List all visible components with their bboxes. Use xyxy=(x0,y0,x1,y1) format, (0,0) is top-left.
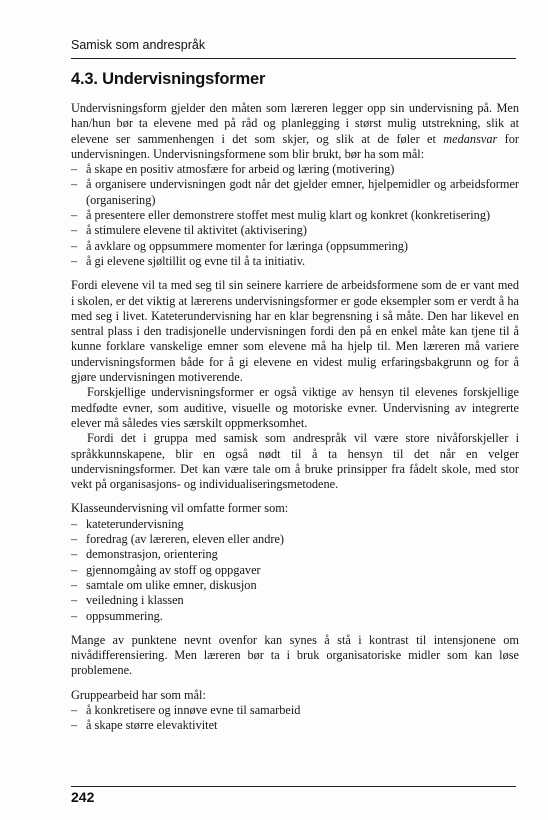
goals-list xyxy=(71,162,519,269)
list-item: – å stimulere elevene til aktivitet (aktivisering) xyxy=(71,223,519,238)
list-item: – kateterundervisning xyxy=(71,517,519,532)
paragraph: Forskjellige undervisningsformer er også viktige av hensyn til elevenes forskjellige medfødte evner, som auditive, visuelle og motoriske evner. Undervisning av integrerte elever må således vies særskilt oppmerksomhet. xyxy=(71,385,519,430)
paragraph: Fordi det i gruppa med samisk som andrespråk vil være store nivåforskjeller i språkkunnskapene, blir en også nødt til å ta hensyn til det når en velger undervisningsformer. Det kan være tale om å bruke prinsipper fra fådelt skole, med stor vekt på organisasjons- og individualiseringsmetodene. xyxy=(71,431,519,492)
intro-text-start: Undervisningsform gjelder den måten som læreren legger opp sin undervisning på. Men han/hun bør ta elevene med på råd og planlegging i størst mulig utstrekning, slik at elevene ser sammenhengen i det som skjer, og slik at de føler et xyxy=(71,101,519,146)
list-item: – å organisere undervisningen godt når det gjelder emner, hjelpemidler og arbeidsformer (organisering) xyxy=(71,177,519,208)
list-item: – å skape større elevaktivitet xyxy=(71,718,519,733)
list-item: – å konkretisere og innøve evne til samarbeid xyxy=(71,703,519,718)
group-work-list xyxy=(71,703,519,734)
list-item: – foredrag (av læreren, eleven eller andre) xyxy=(71,532,519,547)
group-work-intro: Gruppearbeid har som mål: xyxy=(71,687,206,702)
paragraph: Mange av punktene nevnt ovenfor kan synes å stå i kontrast til intensjonene om nivådifferensiering. Men læreren bør ta i bruk organisatoriske midler som kan løse problemene. xyxy=(71,632,519,678)
list-item: – å presentere eller demonstrere stoffet mest mulig klart og konkret (konkretisering) xyxy=(71,208,519,223)
page-number: 242 xyxy=(71,789,95,805)
list-item: – å gi elevene sjøltillit og evne til å ta initiativ. xyxy=(71,254,519,269)
section-title: 4.3. Undervisningsformer xyxy=(71,70,266,88)
list-item: – samtale om ulike emner, diskusjon xyxy=(71,578,519,593)
class-teaching-intro: Klasseundervisning vil omfatte former som: xyxy=(71,501,289,516)
list-item: – å avklare og oppsummere momenter for læringa (oppsummering) xyxy=(71,239,519,254)
body-text xyxy=(71,101,519,734)
running-header: Samisk som andrespråk xyxy=(71,38,206,52)
intro-text-end: for undervisningen. Undervisningsformene som blir brukt, bør ha som mål: xyxy=(71,131,519,161)
list-item: – veiledning i klassen xyxy=(71,593,519,608)
footer-rule xyxy=(71,786,516,787)
list-item: – gjennomgåing av stoff og oppgaver xyxy=(71,563,519,578)
intro-emphasis: medansvar xyxy=(443,131,498,146)
class-teaching-list xyxy=(71,517,519,624)
list-item: – oppsummering. xyxy=(71,609,519,624)
paragraph: Fordi elevene vil ta med seg til sin seinere karriere de arbeidsformene som de er vant med i skolen, er det viktig at lærerens undervisningsformer er gode eksempler som er verdt å ha med seg i livet. Kateterundervisning har en klar begrensning i så måte. Den har likevel en sentral plass i den tradisjonelle undervisningen fordi den på en enkel måte kan tjene til å kunne forklare vanskelige emner som elevene må ha hjelp til. Men læreren må variere undervisningsformen både for å gi elevene en videst mulig erfaringsbakgrunn og for å gjøre undervisningen motiverende. xyxy=(71,278,519,385)
list-item: – demonstrasjon, orientering xyxy=(71,547,519,562)
header-rule xyxy=(71,58,516,59)
intro-paragraph xyxy=(71,101,519,162)
list-item: – å skape en positiv atmosfære for arbeid og læring (motivering) xyxy=(71,162,519,177)
